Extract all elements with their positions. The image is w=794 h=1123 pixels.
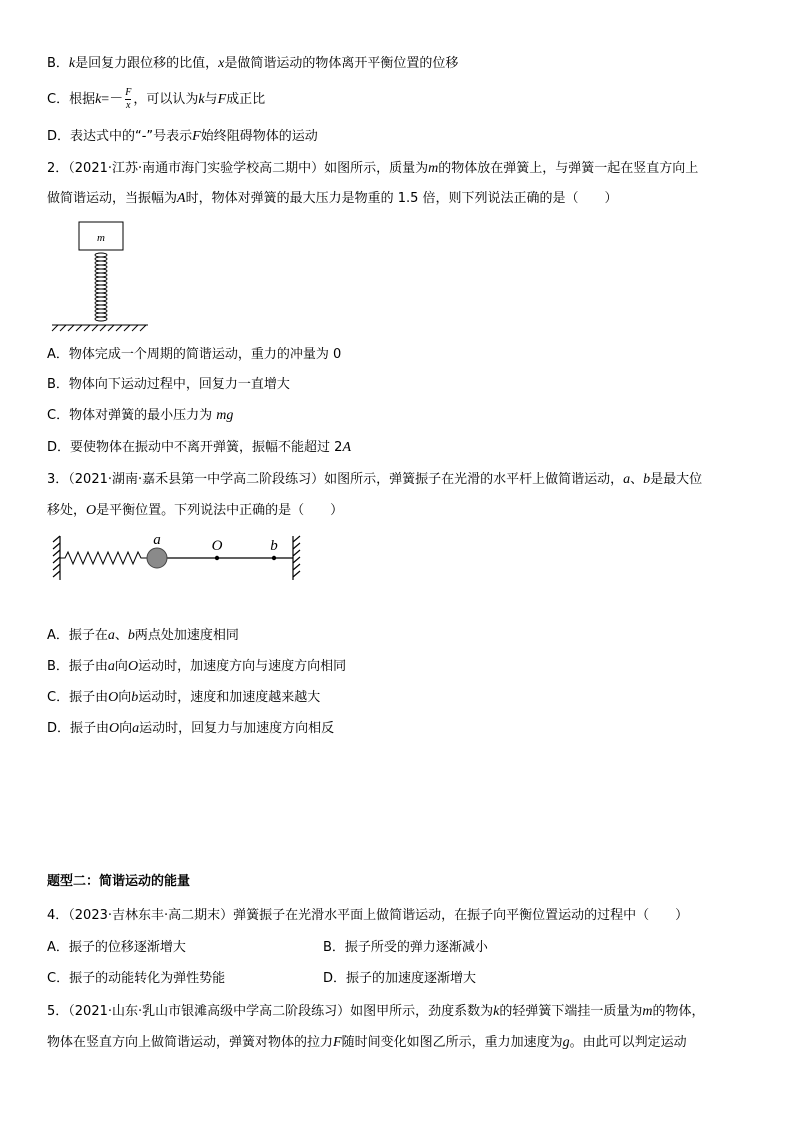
label-o: O: [211, 538, 223, 554]
q3-stem-line2: 移处，O是平衡位置。下列说法中正确的是（ ）: [47, 503, 344, 518]
right-wall: [293, 536, 300, 580]
q1-option-d: D．表达式中的“-”号表示F始终阻碍物体的运动: [47, 129, 318, 144]
q3-option-a: A．振子在a、b两点处加速度相同: [47, 628, 239, 643]
ground-hatching: [52, 325, 148, 331]
q4-stem: 4．（2023·吉林东丰·高二期末）弹簧振子在光滑水平面上做简谐运动，在振子向平衡位置运动的过程中（ ）: [47, 908, 689, 923]
q2-option-a: A．物体完成一个周期的简谐运动，重力的冲量为 0: [47, 347, 342, 362]
q3-option-d: D．振子由O向a运动时，回复力与加速度方向相反: [47, 721, 335, 736]
point-o: [215, 556, 219, 560]
q3-option-b: B．振子由a向O运动时，加速度方向与速度方向相同: [47, 659, 347, 674]
q1-option-b: B．k是回复力跟位移的比值，x是做简谐运动的物体离开平衡位置的位移: [47, 56, 459, 71]
q2-option-c: C．物体对弹簧的最小压力为 mg: [47, 408, 234, 423]
q4-option-a: A．振子的位移逐渐增大: [47, 940, 186, 955]
q2-stem-line1: 2．（2021·江苏·南通市海门实验学校高二期中）如图所示，质量为m的物体放在弹簧上，与弹簧一起在竖直方向上: [47, 161, 699, 176]
horizontal-spring: [60, 552, 147, 564]
vertical-spring: [95, 253, 107, 321]
label-b: b: [270, 538, 278, 554]
q1-option-c: C．根据k=－ $\frac{F}{x}$ ，可以认为k与F成正比: [47, 87, 266, 111]
q2-spring-block-figure: [40, 215, 160, 335]
left-wall: [53, 536, 60, 580]
fraction-f-over-x: $\frac{F}{x}$: [125, 87, 132, 111]
block-mass-label: m: [97, 232, 105, 244]
q2-stem-line2: 做简谐运动，当振幅为A时，物体对弹簧的最大压力是物重的 1.5 倍，则下列说法正确的是（ ）: [47, 191, 618, 206]
q4-option-d: D．振子的加速度逐渐增大: [323, 971, 477, 986]
q5-stem-line1: 5．（2021·山东·乳山市银滩高级中学高二阶段练习）如图甲所示，劲度系数为k的轻弹簧下端挂一质量为m的物体，: [47, 1004, 705, 1019]
point-b: [272, 556, 276, 560]
q3-horizontal-oscillator-figure: [45, 528, 315, 588]
q2-option-b: B．物体向下运动过程中，回复力一直增大: [47, 377, 290, 392]
q3-option-c: C．振子由O向b运动时，速度和加速度越来越大: [47, 690, 321, 705]
q4-option-b: B．振子所受的弹力逐渐减小: [323, 940, 488, 955]
oscillator-ball: [147, 548, 167, 568]
q3-stem-line1: 3．（2021·湖南·嘉禾县第一中学高二阶段练习）如图所示，弹簧振子在光滑的水平杆上做简谐运动，a、b是最大位: [47, 472, 703, 487]
q5-stem-line2: 物体在竖直方向上做简谐运动，弹簧对物体的拉力F随时间变化如图乙所示，重力加速度为g。由此可以判定运动: [47, 1035, 687, 1050]
label-a: a: [153, 532, 161, 548]
q2-option-d: D．要使物体在振动中不离开弹簧，振幅不能超过 2A: [47, 440, 351, 455]
q4-option-c: C．振子的动能转化为弹性势能: [47, 971, 226, 986]
section-heading: 题型二：简谐运动的能量: [47, 874, 191, 889]
